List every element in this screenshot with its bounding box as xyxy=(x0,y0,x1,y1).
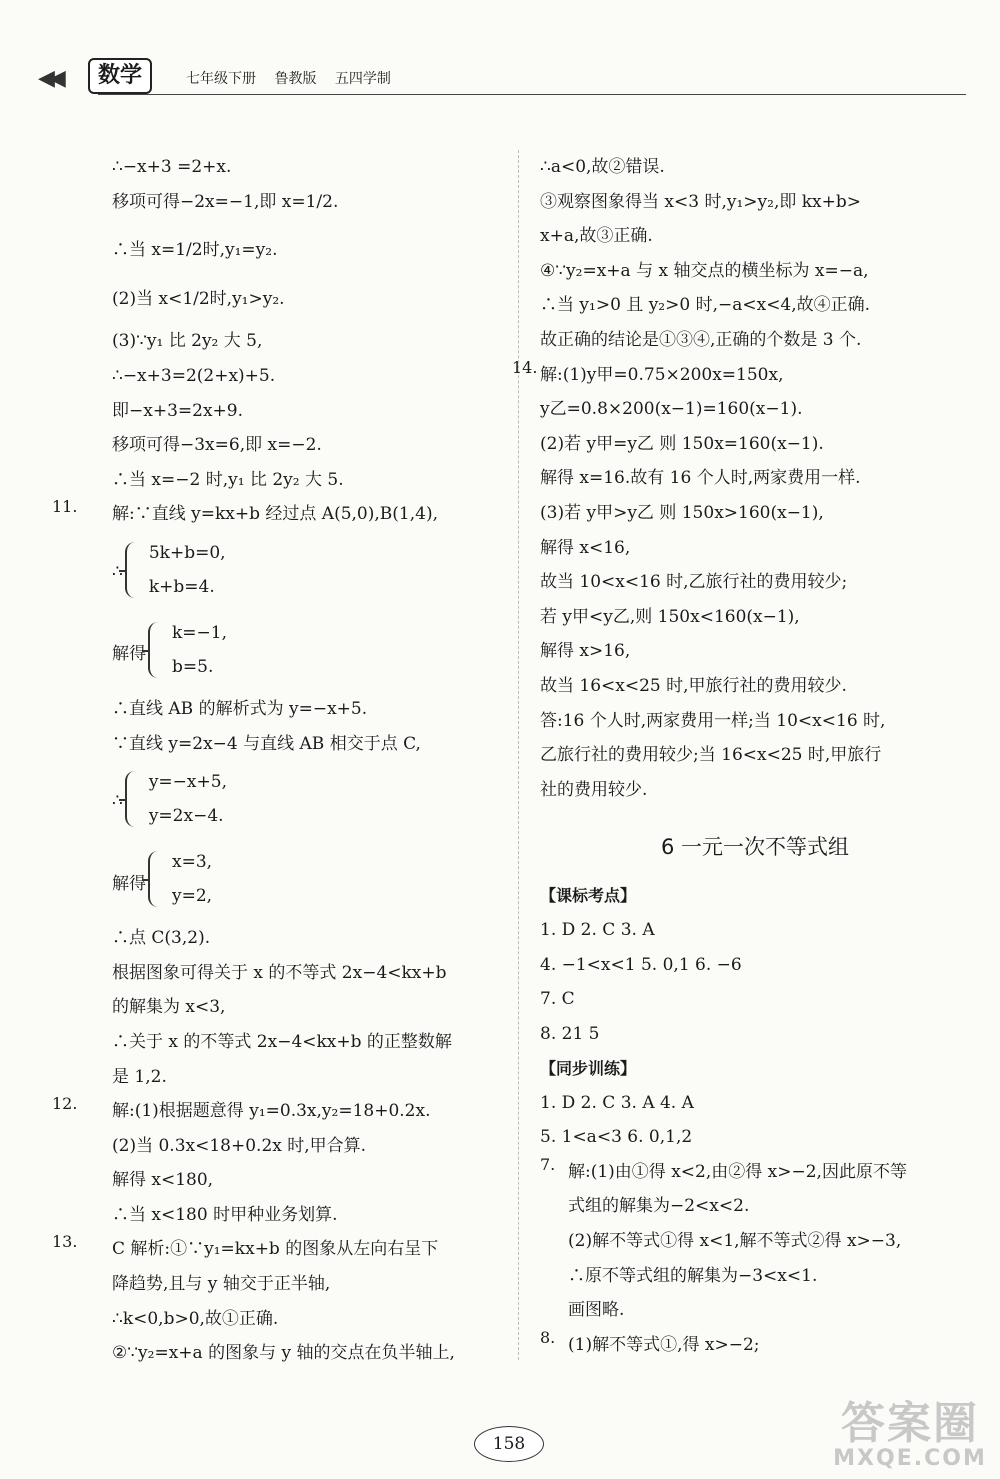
question-14 xyxy=(512,357,970,808)
text-line: ∴−x+3 =2+x. xyxy=(112,157,232,177)
text-line: (2)当 0.3x<18+0.2x 时,甲合算. xyxy=(112,1135,367,1156)
left-column xyxy=(52,150,507,1371)
text-line: ∴点 C(3,2). xyxy=(112,928,211,949)
page-header xyxy=(38,52,966,96)
brace-icon xyxy=(148,851,162,907)
text-line: ∴直线 AB 的解析式为 y=−x+5. xyxy=(112,698,368,719)
text-line: ∴当 x=−2 时,y₁ 比 2y₂ 大 5. xyxy=(112,469,344,490)
answer-line: 1. D 2. C 3. A xyxy=(540,920,655,941)
text-line: (2)解不等式①得 x<1,解不等式②得 x>−3, xyxy=(568,1231,902,1252)
watermark-title: 答案圈 xyxy=(841,1398,979,1449)
text-line: 画图略. xyxy=(568,1300,625,1321)
page-number: 158 xyxy=(474,1426,544,1462)
text-line: 乙旅行社的费用较少;当 16<x<25 时,甲旅行 xyxy=(540,745,882,766)
text-line: ∴−x+3=2(2+x)+5. xyxy=(112,365,276,386)
equation-system xyxy=(112,841,507,921)
question-7 xyxy=(540,1154,970,1328)
question-13 xyxy=(52,1232,507,1370)
text-line: 根据图象可得关于 x 的不等式 2x−4<kx+b xyxy=(112,962,447,983)
text-line: 解得 x=16.故有 16 个人时,两家费用一样. xyxy=(540,468,861,489)
text-line: 式组的解集为−2<x<2. xyxy=(568,1196,750,1217)
text-line: (2)当 x<1/2时,y₁>y₂. xyxy=(112,288,285,309)
equation: y=−x+5, xyxy=(148,772,227,793)
text-line: (3)若 y甲>y乙 则 150x>160(x−1), xyxy=(540,502,824,523)
answer-line: 1. D 2. C 3. A 4. A xyxy=(540,1092,694,1113)
equation: y=2x−4. xyxy=(148,806,224,827)
text-line: ∵直线 y=2x−4 与直线 AB 相交于点 C, xyxy=(112,733,421,754)
column-divider xyxy=(518,150,519,1360)
text-line: 社的费用较少. xyxy=(540,779,648,800)
text-line: 答:16 个人时,两家费用一样;当 10<x<16 时, xyxy=(540,710,886,731)
header-system: 五四学制 xyxy=(334,71,391,87)
text-line: ④∵y₂=x+a 与 x 轴交点的横坐标为 x=−a, xyxy=(540,260,869,281)
equation: y=2, xyxy=(172,886,213,907)
text-line: 即−x+3=2x+9. xyxy=(112,400,244,421)
answer-line: 8. 21 5 xyxy=(540,1024,600,1045)
text-line: ∴当 x=1/2时,y₁=y₂. xyxy=(112,240,278,261)
text-line: 的解集为 x<3, xyxy=(112,997,226,1018)
text-line: 解:(1)y甲=0.75×200x=150x, xyxy=(540,364,784,385)
text-line: 解得 x<180, xyxy=(112,1170,214,1191)
question-number: 12. xyxy=(52,1094,78,1114)
equation-system xyxy=(112,761,507,841)
system-prefix: 解得 xyxy=(112,873,146,894)
text-line: 解得 x<16, xyxy=(540,537,631,558)
equation: 5k+b=0, xyxy=(148,542,226,563)
equation-system xyxy=(112,612,507,692)
text-line: ∴当 x<180 时甲种业务划算. xyxy=(112,1204,338,1225)
system-prefix: ∴ xyxy=(112,561,123,582)
text-line: 解:∵直线 y=kx+b 经过点 A(5,0),B(1,4), xyxy=(112,504,438,525)
text-line: ∴原不等式组的解集为−3<x<1. xyxy=(568,1265,818,1286)
text-line: ∴当 y₁>0 且 y₂>0 时,−a<x<4,故④正确. xyxy=(540,295,871,316)
text-line: ②∵y₂=x+a 的图象与 y 轴的交点在负半轴上, xyxy=(112,1343,455,1364)
question-8 xyxy=(540,1327,970,1363)
header-grade: 七年级下册 xyxy=(186,71,256,87)
text-line: y乙=0.8×200(x−1)=160(x−1). xyxy=(540,399,803,420)
equation: x=3, xyxy=(172,852,213,873)
brace-icon xyxy=(125,771,139,827)
section-tag: 【课标考点】 xyxy=(540,886,637,906)
answer-line: 5. 1<a<3 6. 0,1,2 xyxy=(540,1127,693,1148)
question-number: 11. xyxy=(52,497,78,517)
text-line: ∴a<0,故②错误. xyxy=(540,157,665,177)
equation-system xyxy=(112,532,507,612)
text-line: (2)若 y甲=y乙 则 150x=160(x−1). xyxy=(540,433,824,454)
text-line: 解:(1)由①得 x<2,由②得 x>−2,因此原不等 xyxy=(568,1161,907,1182)
answer-line: 7. C xyxy=(540,989,575,1010)
brace-icon xyxy=(148,622,162,678)
system-prefix: 解得 xyxy=(112,644,146,665)
question-11 xyxy=(52,497,507,1094)
right-column xyxy=(512,150,970,1362)
question-number: 7. xyxy=(540,1154,556,1174)
text-line: 移项可得−2x=−1,即 x=1/2. xyxy=(112,191,339,212)
subject-badge: 数学 xyxy=(88,58,152,94)
watermark-logo xyxy=(830,1398,990,1471)
question-number: 8. xyxy=(540,1327,556,1347)
header-decoration-icon: ◀◀ xyxy=(38,66,60,91)
text-line: x+a,故③正确. xyxy=(540,226,653,247)
watermark-url: MXQE.COM xyxy=(833,1446,987,1471)
text-line: C 解析:①∵y₁=kx+b 的图象从左向右呈下 xyxy=(112,1239,439,1260)
text-line: 故正确的结论是①③④,正确的个数是 3 个. xyxy=(540,329,862,350)
text-line: 移项可得−3x=6,即 x=−2. xyxy=(112,435,322,456)
text-line: 故当 16<x<25 时,甲旅行社的费用较少. xyxy=(540,675,847,696)
question-number: 14. xyxy=(512,357,538,377)
text-line: 若 y甲<y乙,则 150x<160(x−1), xyxy=(540,606,800,627)
text-line: (1)解不等式①,得 x>−2; xyxy=(568,1334,760,1355)
question-number: 13. xyxy=(52,1232,78,1252)
brace-icon xyxy=(125,542,139,598)
section-title: 6 一元一次不等式组 xyxy=(660,835,850,860)
text-line: ∴关于 x 的不等式 2x−4<kx+b 的正整数解 xyxy=(112,1031,452,1052)
text-line: 解得 x>16, xyxy=(540,641,631,662)
text-line: 故当 10<x<16 时,乙旅行社的费用较少; xyxy=(540,572,848,593)
text-line: ③观察图象得当 x<3 时,y₁>y₂,即 kx+b> xyxy=(540,191,862,212)
header-rule xyxy=(98,94,966,95)
equation: b=5. xyxy=(172,656,214,677)
question-12 xyxy=(52,1094,507,1232)
equation: k+b=4. xyxy=(148,576,215,597)
text-line: 是 1,2. xyxy=(112,1066,167,1087)
equation: k=−1, xyxy=(172,622,228,643)
text-line: ∴k<0,b>0,故①正确. xyxy=(112,1308,279,1329)
text-line: 降趋势,且与 y 轴交于正半轴, xyxy=(112,1274,331,1295)
text-line: 解:(1)根据题意得 y₁=0.3x,y₂=18+0.2x. xyxy=(112,1101,431,1122)
header-info xyxy=(186,68,405,88)
text-line: (3)∵y₁ 比 2y₂ 大 5, xyxy=(112,331,263,352)
system-prefix: ∴ xyxy=(112,791,123,812)
answer-line: 4. −1<x<1 5. 0,1 6. −6 xyxy=(540,954,742,975)
header-edition: 鲁教版 xyxy=(274,71,317,87)
section-tag: 【同步训练】 xyxy=(540,1058,637,1078)
